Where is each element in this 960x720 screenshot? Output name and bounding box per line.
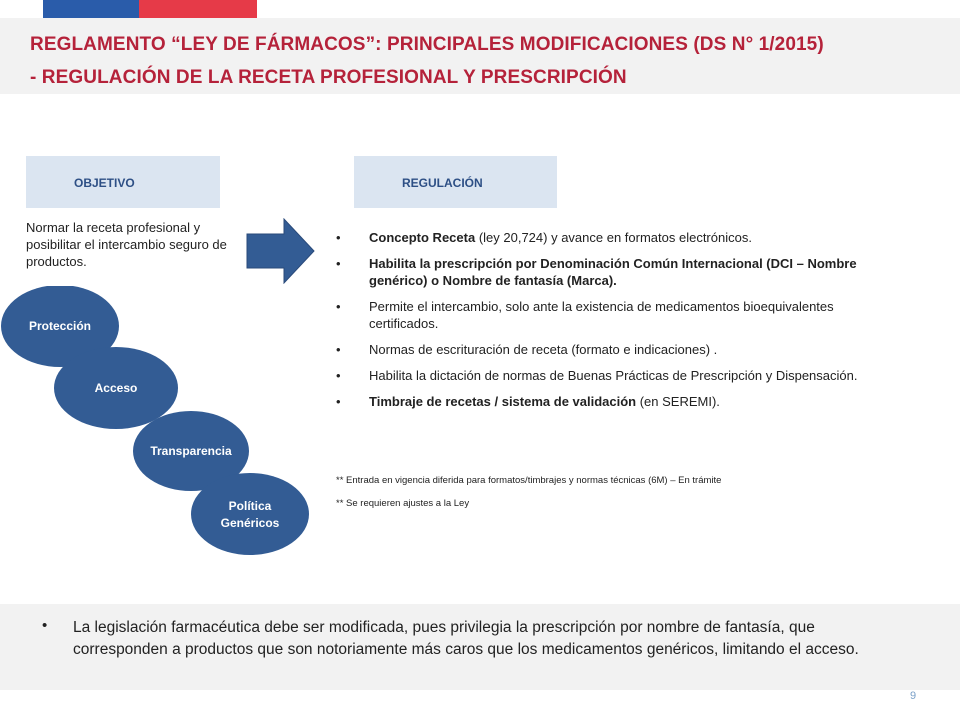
oval-politica-genericos bbox=[191, 473, 309, 555]
item-bold: Timbraje de recetas / sistema de validación bbox=[369, 394, 637, 409]
page-number: 9 bbox=[910, 690, 917, 702]
item-text: (en SEREMI). bbox=[636, 394, 720, 409]
bottom-bullet-icon: • bbox=[42, 617, 48, 634]
list-item bbox=[336, 341, 876, 358]
list-item bbox=[336, 229, 876, 246]
footnote-ajustes: ** Se requieren ajustes a la Ley bbox=[336, 498, 470, 509]
item-bold: Concepto Receta bbox=[369, 230, 476, 245]
bullet-icon: • bbox=[336, 230, 341, 245]
objective-header: OBJETIVO bbox=[26, 156, 220, 208]
bullet-icon: • bbox=[336, 256, 341, 271]
oval-diagram bbox=[0, 286, 330, 566]
bullet-icon: • bbox=[336, 368, 341, 383]
regulation-header: REGULACIÓN bbox=[354, 156, 557, 208]
item-text: Habilita la dictación de normas de Buenas Prácticas de Prescripción y Dispensación. bbox=[369, 368, 858, 383]
regulation-list bbox=[336, 229, 876, 419]
list-item bbox=[336, 298, 876, 332]
oval-label-transparencia: Transparencia bbox=[150, 444, 232, 458]
list-item bbox=[336, 255, 876, 289]
page-title: REGLAMENTO “LEY DE FÁRMACOS”: PRINCIPALES MODIFICACIONES (DS N° 1/2015) bbox=[30, 34, 824, 55]
list-item bbox=[336, 393, 876, 410]
oval-label-genericos: Genéricos bbox=[220, 516, 280, 530]
oval-label-acceso: Acceso bbox=[94, 381, 138, 395]
page-subtitle: - REGULACIÓN DE LA RECETA PROFESIONAL Y PRESCRIPCIÓN bbox=[30, 67, 627, 88]
bullet-icon: • bbox=[336, 394, 341, 409]
flag-red-stripe bbox=[139, 0, 257, 18]
right-arrow-icon bbox=[246, 218, 316, 284]
item-text: Normas de escrituración de receta (formato e indicaciones) . bbox=[369, 342, 718, 357]
item-text: Permite el intercambio, solo ante la existencia de medicamentos bioequivalentes certificados. bbox=[369, 299, 834, 331]
footnote-vigencia: ** Entrada en vigencia diferida para formatos/timbrajes y normas técnicas (6M) – En trámite bbox=[336, 475, 722, 486]
list-item bbox=[336, 367, 876, 384]
item-text: (ley 20,724) y avance en formatos electrónicos. bbox=[475, 230, 752, 245]
bottom-statement: La legislación farmacéutica debe ser modificada, pues privilegia la prescripción por nombre de fantasía, que corresponden a productos que son notoriamente más caros que los medicamentos genéricos, limitando el acceso. bbox=[73, 619, 859, 658]
flag-blue-stripe bbox=[43, 0, 139, 18]
bullet-icon: • bbox=[336, 342, 341, 357]
item-bold: Habilita la prescripción por Denominación Común Internacional (DCI – Nombre genérico) o Nombre de fantasía (Marca). bbox=[369, 256, 857, 288]
oval-label-politica: Política bbox=[228, 499, 272, 513]
bullet-icon: • bbox=[336, 299, 341, 314]
oval-label-proteccion: Protección bbox=[28, 319, 92, 333]
objective-text: Normar la receta profesional y posibilitar el intercambio seguro de productos. bbox=[26, 220, 227, 269]
